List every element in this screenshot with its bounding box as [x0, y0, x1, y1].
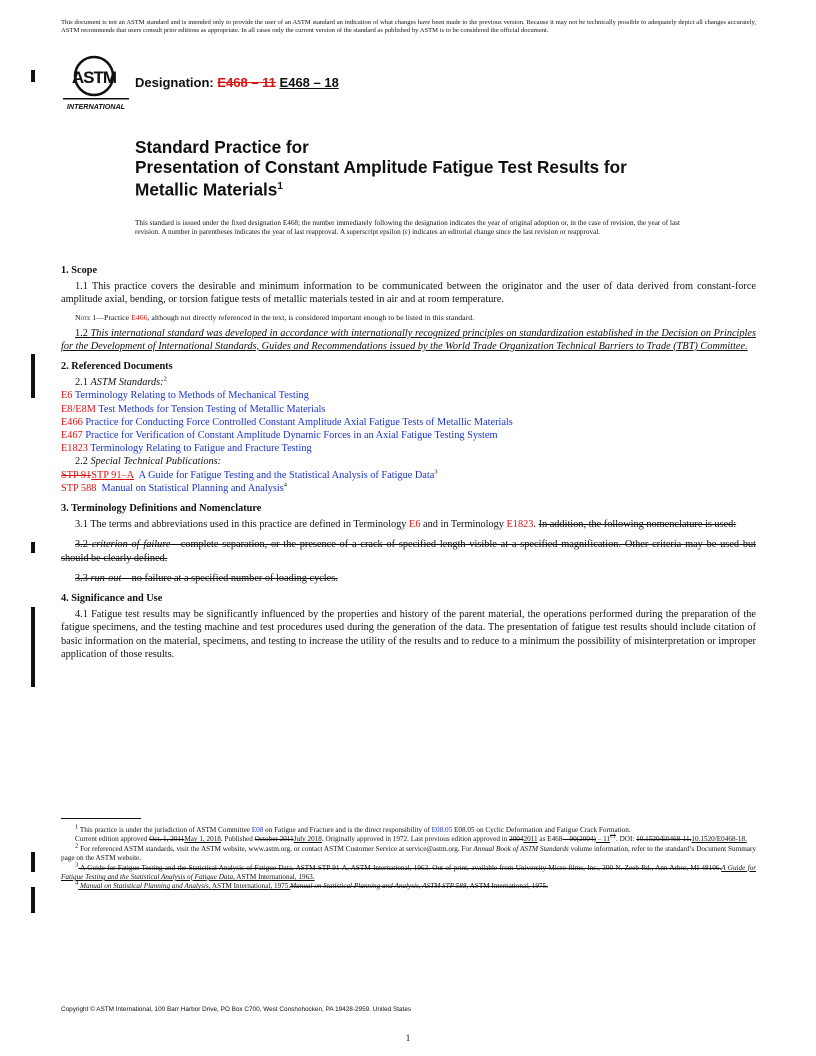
designation-label: Designation: — [135, 75, 214, 90]
page-number: 1 — [405, 1033, 411, 1043]
svg-text:INTERNATIONAL: INTERNATIONAL — [66, 102, 126, 111]
change-bar — [31, 542, 35, 553]
change-bar — [31, 354, 35, 398]
svg-text:ASTM: ASTM — [71, 68, 117, 87]
section-scope — [61, 264, 756, 353]
link-e1823[interactable]: E1823 — [506, 519, 534, 531]
section-terminology — [61, 502, 756, 585]
designation — [135, 75, 339, 90]
issued-note: This standard is issued under the fixed designation E468; the number immediately following the designation indicates the year of original adoption or, in the case of revision, the year of last revision. A number in parentheses indicates the year of last reapproval. A superscript epsilon (ε) indicates an editorial change since the last revision or reapproval. — [135, 219, 680, 237]
link-e466[interactable]: E466 — [131, 312, 148, 322]
change-bar — [31, 70, 35, 82]
reference-item[interactable]: E467 Practice for Verification of Constant Amplitude Dynamic Forces in an Axial Fatigue Testing System — [61, 430, 498, 442]
title-line-2: Presentation of Constant Amplitude Fatigue Test Results for — [135, 157, 627, 177]
paragraph-2-2: 2.2 Special Technical Publications: — [75, 456, 222, 468]
paragraph-3-3: 3.3 run-out—no failure at a specified number of loading cycles. — [75, 572, 338, 584]
section-heading: 2. Referenced Documents — [61, 361, 173, 373]
title-line-3: Metallic Materials — [135, 179, 278, 200]
footnote-2: 2 For referenced ASTM standards, visit the ASTM website, www.astm.org, or contact ASTM Customer Service at service@astm.org. For Annual Book of ASTM Standards volume information, refer to the standard’s Document Summary page on the ASTM website. — [61, 842, 756, 863]
note-1: Note 1—Practice E466, although not directly referenced in the text, is considered important enough to be listed in this standard. — [75, 312, 475, 322]
section-referenced-documents — [61, 360, 756, 495]
section-heading: 1. Scope — [61, 265, 98, 276]
reference-item[interactable]: E1823 Terminology Relating to Fatigue and Fracture Testing — [61, 443, 312, 455]
footnote-1: 1 This practice is under the jurisdiction of ASTM Committee E08 on Fatigue and Fracture and is the direct responsibility of E08.05 E08.05 on Cyclic Deformation and Fatigue Crack Formation. — [75, 823, 631, 834]
section-significance — [61, 592, 756, 661]
paragraph-3-1: 3.1 The terms and abbreviations used in this practice are defined in Terminology E6 and in Terminology E1823. In addition, the following nomenclature is used: — [75, 519, 737, 531]
section-heading: 4. Significance and Use — [61, 593, 163, 605]
paragraph-2-1: 2.1 ASTM Standards:$^2$ — [75, 375, 167, 389]
change-bar — [31, 887, 35, 913]
change-bar — [31, 607, 35, 687]
astm-logo — [61, 54, 131, 112]
footnotes — [61, 823, 756, 892]
document-title — [135, 137, 755, 200]
reference-item[interactable]: E466 Practice for Conducting Force Controlled Constant Amplitude Axial Fatigue Tests of Metallic Materials — [61, 416, 513, 428]
disclaimer: This document is not an ASTM standard and is intended only to provide the user of an ASTM standard an indication of what changes have been made to the previous version. Because it may not be technically possible to adequately depict all changes accurately, ASTM recommends that users consult prior editions as appropriate. In all cases only the current version of the standard as published by ASTM is to be considered the official document. — [61, 19, 756, 35]
designation-new: E468 – 18 — [279, 75, 339, 90]
paragraph-1-1: 1.1 This practice covers the desirable and minimum information to be communicated between the originator and the user of data derived from constant-force amplitude axial, bending, or torsion fatigue tests of metallic materials tested in air and at room temperature. — [61, 281, 756, 306]
reference-item-stp588[interactable]: STP 588 Manual on Statistical Planning and Analysis$^4$ — [61, 481, 287, 494]
change-bar — [31, 852, 35, 872]
paragraph-4-1: 4.1 Fatigue test results may be significantly influenced by the properties and history of the parent material, the operations performed during the preparation of the fatigue specimens, and the testing machine and test procedures used during the generation of the data. The presentation of fatigue test results should include citation of basic information on the material, specimens, and testing to increase the utility of the results and to reduce to a minimum the possibility of misinterpretation or improper application of those results. — [61, 609, 756, 660]
title-footnote-mark: 1 — [277, 181, 283, 192]
section-heading: 3. Terminology Definitions and Nomenclature — [61, 503, 262, 515]
paragraph-1-2: 1.2 This international standard was developed in accordance with internationally recognized principles on standardization established in the Decision on Principles for the Development of International Standards, Guides and Recommendations issued by the World Trade Organization Technical Barriers to Trade (TBT) Committee. — [61, 327, 756, 352]
astm-standards-list — [61, 389, 756, 455]
link-e6[interactable]: E6 — [409, 519, 421, 531]
copyright: Copyright © ASTM International, 100 Barr Harbor Drive, PO Box C700, West Conshohocken, PA 19428-2959. United States — [61, 1006, 412, 1013]
designation-old: E468 – 11 — [217, 75, 276, 90]
reference-item[interactable]: E8/E8M Test Methods for Tension Testing of Metallic Materials — [61, 403, 326, 415]
footnote-3: 3 A Guide for Fatigue Testing and the Statistical Analysis of Fatigue Data, ASTM STP 91-A, ASTM International, 1963. Out of print, available from University Micro-films, Inc., 300 N. Zeeb Rd., Ann Arbor, MI 48106.A Guide for Fatigue Testing and the Statistical Analysis of Fatigue Data, ASTM International, 1963. — [61, 861, 756, 882]
reference-item-stp91[interactable]: STP 91STP 91–A A Guide for Fatigue Testing and the Statistical Analysis of Fatigue Data$^3$ — [61, 468, 438, 481]
paragraph-3-2: 3.2 criterion of failure—complete separation, or the presence of a crack of specified length visible at a specified magnification. Other criteria may be used but should be clearly defined. — [61, 539, 756, 564]
reference-item[interactable]: E6 Terminology Relating to Methods of Mechanical Testing — [61, 390, 309, 402]
footnote-1-edition: Current edition approved Oct. 1, 2011May 1, 2018. Published October 2011July 2018. Originally approved in 1972. Last previous edition approved in 20042011 as E468 – 90(2004) – 11ε1. DOI: 10.1520/E0468-11.10.1520/E0468-18. — [75, 833, 747, 844]
main-content — [61, 264, 756, 668]
title-line-1: Standard Practice for — [135, 137, 309, 157]
footnote-4: 4 Manual on Statistical Planning and Analysis, ASTM International, 1975.Manual on Statistical Planning and Analysis, ASTM STP 588, ASTM International, 1975. — [75, 880, 548, 891]
footnote-rule — [61, 818, 141, 819]
